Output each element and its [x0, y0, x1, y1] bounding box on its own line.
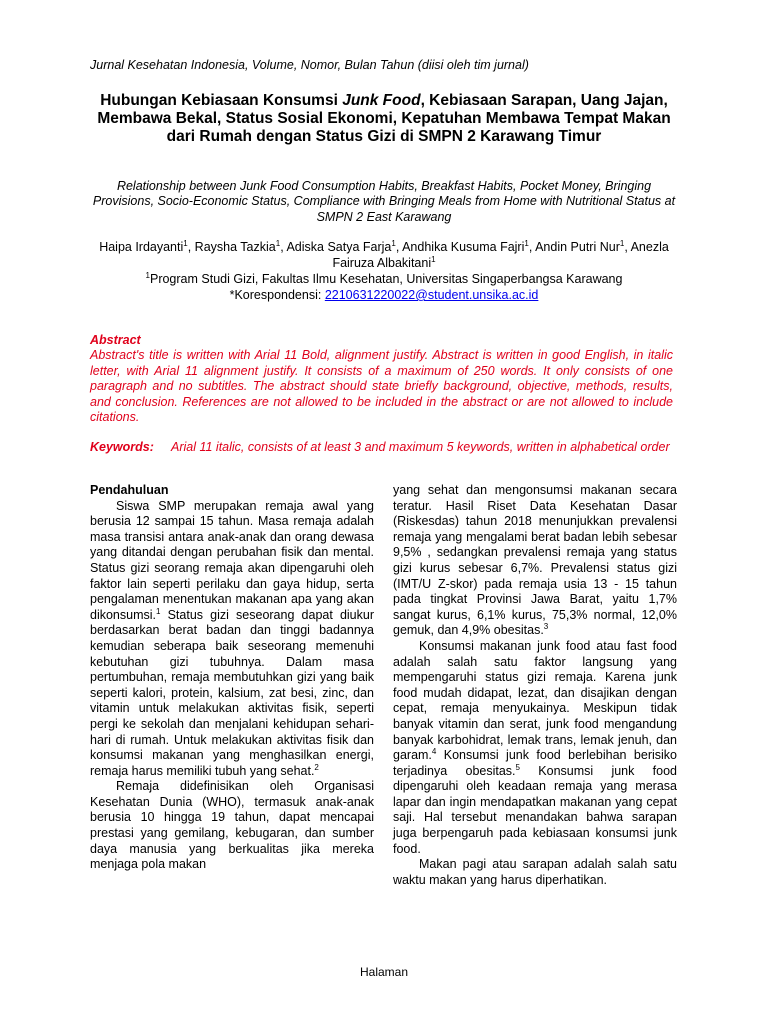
paragraph-1 — [90, 499, 374, 780]
paragraph-text: Siswa SMP merupakan remaja awal yang berusia 12 sampai 15 tahun. Masa remaja adalah masa transisi antara anak-anak dan orang dewasa yang ditandai dengan perubahan fisik dan mental. Status gizi seorang remaja akan dipengaruhi oleh faktor lain seperti perilaku dan gaya hidup, serta pengalaman menentukan makanan apa yang akan dikonsumsi. — [90, 498, 374, 622]
paragraph-2-start: Remaja didefinisikan oleh Organisasi Kesehatan Dunia (WHO), termasuk anak-anak berusia 10 hingga 19 tahun, dapat mencapai prestasi yang gemilang, kebugaran, dan sumber daya manusia yang berkualitas jika mereka menjaga pola makan — [90, 779, 374, 872]
author-affiliation-mark: 1 — [431, 254, 436, 264]
journal-header: Jurnal Kesehatan Indonesia, Volume, Nomor, Bulan Tahun (diisi oleh tim jurnal) — [90, 58, 529, 72]
author-affiliation-mark: 1 — [524, 238, 529, 248]
page-footer: Halaman — [359, 965, 409, 979]
citation-mark: 1 — [156, 606, 161, 616]
citation-mark: 4 — [431, 746, 437, 756]
author-name: Anezla Fairuza Albakitani — [332, 240, 669, 270]
author-name: Haipa Irdayanti — [99, 240, 184, 254]
author-separator: , — [280, 240, 287, 254]
author-name: Adiska Satya Farja — [286, 240, 392, 254]
keywords-label: Keywords: — [90, 440, 154, 454]
title-italic: Junk Food — [342, 92, 421, 109]
citation-mark: 3 — [543, 622, 549, 632]
paper-title — [90, 92, 678, 146]
author-list — [90, 240, 678, 271]
citation-mark: 2 — [314, 762, 319, 772]
author-affiliation-mark: 1 — [619, 238, 625, 248]
author-affiliation-mark: 1 — [275, 238, 281, 248]
author-name: Raysha Tazkia — [194, 240, 276, 254]
author — [195, 240, 287, 254]
affiliation — [90, 272, 678, 288]
paragraph-4: Makan pagi atau sarapan adalah salah satu waktu makan yang harus diperhatikan. — [393, 857, 677, 887]
affiliation-mark: 1 — [145, 270, 150, 280]
right-column — [393, 483, 677, 888]
author — [402, 240, 535, 254]
author-name: Andin Putri Nur — [535, 240, 620, 254]
paragraph-3 — [393, 639, 677, 857]
author-name: Andhika Kusuma Fajri — [402, 240, 525, 254]
author-separator: , — [395, 240, 403, 254]
author-separator: , — [624, 240, 631, 254]
keywords-text: Arial 11 italic, consists of at least 3 and maximum 5 keywords, written in alphabetical order — [171, 440, 670, 454]
title-part-2: , Kebiasaan Sarapan, Uang Jajan, Membawa Bekal, Status Sosial Ekonomi, Kepatuhan Membawa Tempat Makan dari Rumah dengan Status Gizi di SMPN 2 Karawang Timur — [97, 92, 671, 145]
paragraph-text: Konsumsi junk food berlebihan berisiko terjadinya obesitas. — [393, 748, 677, 778]
author-affiliation-mark: 1 — [183, 238, 188, 248]
correspondence — [90, 288, 678, 304]
abstract-heading: Abstract — [90, 333, 141, 347]
paragraph-text: Status gizi seseorang dapat diukur berdasarkan berat badan dan tinggi badannya kemudian seberapa baik seseorang memenuhi kebutuhan gizi tubuhnya. Dalam masa pertumbuhan, remaja membutuhkan gizi yang baik seperti kalori, protein, kalsium, zat besi, zinc, dan vitamin untuk melakukan aktivitas fisik, seperti pergi ke sekolah dan menjalani kehidupan sehari-hari di rumah. Untuk melakukan aktivitas fisik dan konsumsi makanan yang menghasilkan energi, remaja harus memiliki tubuh yang sehat. — [90, 607, 374, 778]
paragraph-text: yang sehat dan mengonsumsi makanan secara teratur. Hasil Riset Data Kesehatan Dasar (Riskesdas) tahun 2018 menunjukkan prevalensi remaja yang mengalami berat badan lebih sebesar 9,5% , sedangkan prevalensi remaja yang status gizi kurus sebesar 6,7%. Prevalensi status gizi (IMT/U Z-skor) pada remaja usia 13 - 15 tahun pada tingkat Provinsi Jawa Barat, yaitu 1,7% sangat kurus, 6,1% kurus, 75,3% normal, 12,0% gemuk, dan 4,9% obesitas. — [393, 483, 677, 638]
section-heading-pendahuluan: Pendahuluan — [90, 483, 169, 497]
abstract-body: Abstract's title is written with Arial 11 Bold, alignment justify. Abstract is written in good English, in italic letter, with Arial 11 alignment justify. It consists of a maximum of 250 words. It only consists of one paragraph and no subtitles. The abstract should state briefly background, objective, methods, results, and conclusion. References are not allowed to be included in the abstract or are not allowed to include citations. — [90, 348, 673, 424]
paragraph-text: Konsumsi makanan junk food atau fast food adalah salah satu faktor langsung yang mempengaruhi status gizi remaja. Karena junk food mudah didapat, lezat, dan disajikan dengan cepat, remaja menyukainya. Meskipun tidak banyak vitamin dan serat, junk food mengandung banyak karbohidrat, lemak trans, lemak jenuh, dan garam. — [393, 638, 677, 763]
title-part-1: Hubungan Kebiasaan Konsumsi — [100, 92, 343, 109]
author — [286, 240, 402, 254]
paragraph-2-continued — [393, 483, 677, 639]
author — [535, 240, 630, 254]
author — [99, 240, 194, 254]
citation-mark: 5 — [515, 762, 520, 772]
correspondence-email-link[interactable]: 2210631220022@student.unsika.ac.id — [324, 288, 539, 302]
author-affiliation-mark: 1 — [391, 238, 396, 248]
affiliation-text: Program Studi Gizi, Fakultas Ilmu Kesehatan, Universitas Singaperbangsa Karawang — [149, 272, 623, 286]
author-separator: , — [528, 240, 536, 254]
left-column — [90, 483, 374, 873]
correspondence-label: *Korespondensi: — [229, 288, 325, 302]
paragraph-text: Konsumsi junk food dipengaruhi oleh keadaan remaja yang merasa lapar dan ingin mendapatkan makanan yang cepat saji. Hal tersebut menandakan bahwa sarapan juga berpengaruh pada kebiasaan konsumsi junk food. — [393, 763, 678, 856]
paper-subtitle-english: Relationship between Junk Food Consumption Habits, Breakfast Habits, Pocket Money, Bringing Provisions, Socio-Economic Status, Compliance with Bringing Meals from Home with Nutritional Status at SMPN 2 East Karawang — [92, 179, 676, 224]
author-separator: , — [187, 240, 195, 254]
keywords-block — [90, 440, 673, 456]
